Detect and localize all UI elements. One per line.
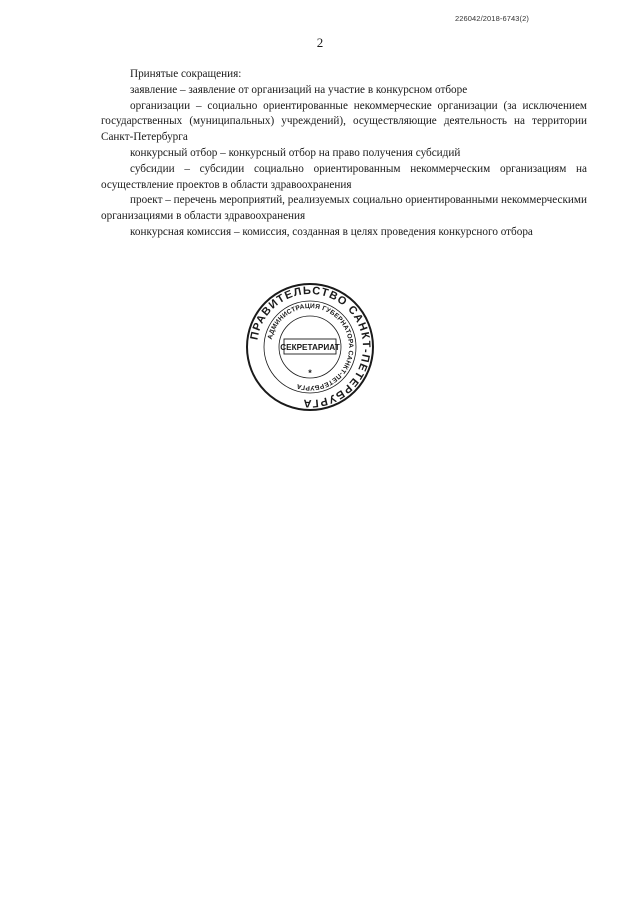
definition-project: проект – перечень мероприятий, реализуемых социально ориентированными некоммерческими организациями в области здравоохранения [101,194,587,223]
page-number: 2 [316,35,324,50]
abbreviations-section [101,67,587,241]
abbreviations-heading: Принятые сокращения: [130,68,242,80]
seal-center-label: СЕКРЕТАРИАТ [280,343,340,352]
definition-commission: конкурсная комиссия – комиссия, созданная в целях проведения конкурсного отбора [130,225,533,238]
definition-organizations: организации – социально ориентированные некоммерческие организации (за исключением государственных (муниципальных) учреждений), осуществляющие деятельность на территории Санкт-Петербурга [101,99,587,144]
definition-application: заявление – заявление от организаций на участие в конкурсном отборе [130,83,468,96]
document-id: 226042/2018-6743(2) [454,14,529,23]
official-seal [245,282,375,412]
definition-competitive-selection: конкурсный отбор – конкурсный отбор на право получения субсидий [130,146,461,159]
seal-inner-text: АДМИНИСТРАЦИЯ ГУБЕРНАТОРА САНКТ-ПЕТЕРБУРГА [266,302,355,392]
definition-subsidies: субсидии – субсидии социально ориентированным некоммерческим организациям на осуществление проектов в области здравоохранения [101,162,587,191]
seal-outer-text: ПРАВИТЕЛЬСТВО САНКТ-ПЕТЕРБУРГА [248,284,373,410]
official-seal-graphic [245,282,375,412]
seal-star: * [308,368,312,378]
